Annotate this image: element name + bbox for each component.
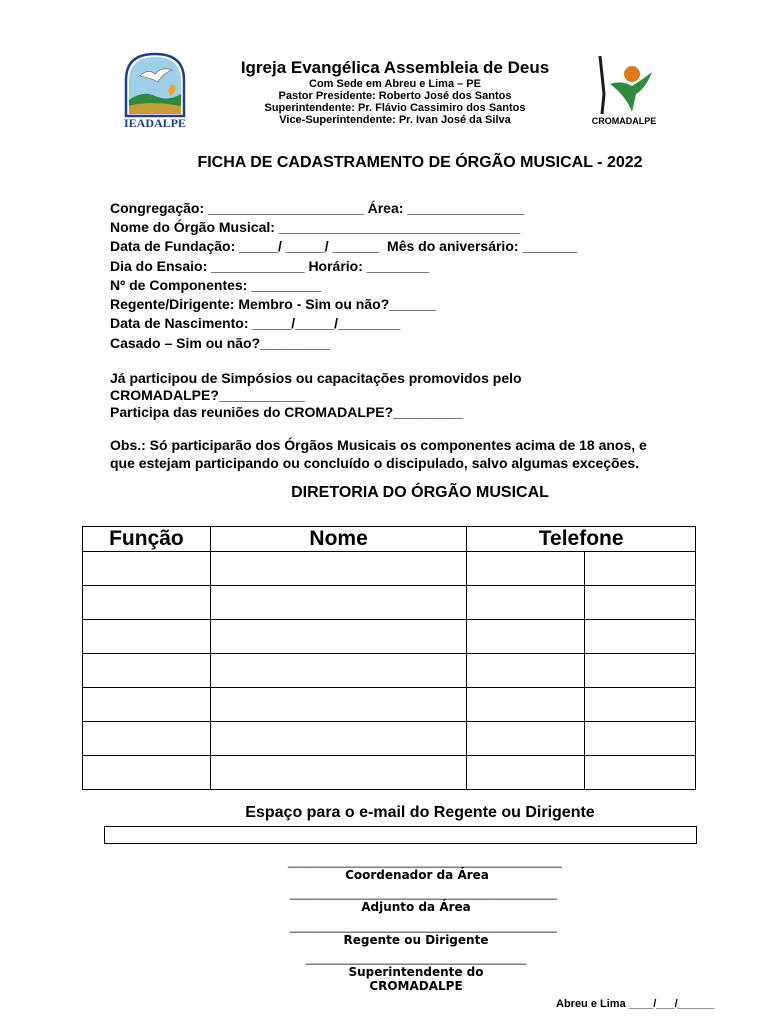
cell-funcao[interactable] [83, 756, 211, 790]
cell-telefone-1[interactable] [467, 654, 585, 688]
table-row [83, 552, 696, 586]
footer-date: Abreu e Lima ____/___/______ [556, 998, 715, 1010]
table-row [83, 620, 696, 654]
ieadalpe-logo-text: IEADALPE [123, 116, 186, 130]
field-casado: Casado – Sim ou não?_________ [110, 335, 331, 351]
header-line-president: Pastor Presidente: Roberto José dos Santos [278, 90, 512, 102]
header-line-superintendent: Superintendente: Pr. Flávio Cassimiro dos Santos [264, 102, 526, 114]
cell-funcao[interactable] [83, 654, 211, 688]
cell-nome[interactable] [210, 552, 466, 586]
field-regente: Regente/Dirigente: Membro - Sim ou não?______ [110, 296, 436, 312]
cell-telefone-1[interactable] [467, 552, 585, 586]
board-table [82, 526, 696, 790]
cell-funcao[interactable] [83, 688, 211, 722]
obs-line-1: Obs.: Só participarão dos Órgãos Musicais os componentes acima de 18 anos, e [110, 437, 647, 453]
cell-telefone-1[interactable] [467, 688, 585, 722]
form-title: FICHA DE CADASTRAMENTO DE ÓRGÃO MUSICAL - 2022 [197, 154, 643, 171]
col-header-funcao: Função [83, 527, 211, 552]
cell-telefone-2[interactable] [585, 654, 696, 688]
table-row [83, 722, 696, 756]
col-header-telefone: Telefone [467, 527, 696, 552]
question-reunioes: Participa das reuniões do CROMADALPE?_________ [110, 404, 464, 420]
cell-nome[interactable] [210, 756, 466, 790]
cell-telefone-1[interactable] [467, 620, 585, 654]
cell-nome[interactable] [210, 654, 466, 688]
signature-label: Coordenador da Área [345, 868, 489, 882]
cell-telefone-2[interactable] [585, 688, 696, 722]
signature-regente [290, 919, 557, 947]
cell-funcao[interactable] [83, 722, 211, 756]
header-line-vice-superintendent: Vice-Superintendente: Pr. Ivan José da Silva [279, 114, 511, 126]
email-label: Espaço para o e-mail do Regente ou Dirigente [245, 804, 595, 821]
cell-telefone-2[interactable] [585, 756, 696, 790]
signature-line: _________________________________________ [288, 854, 562, 868]
cell-funcao[interactable] [83, 552, 211, 586]
signature-line: ________________________________________ [290, 919, 557, 933]
field-congregacao: Congregação: ____________________ Área: _______________ [110, 200, 525, 216]
cell-nome[interactable] [210, 688, 466, 722]
signature-adjunto [290, 886, 557, 914]
cell-funcao[interactable] [83, 586, 211, 620]
question-simposios: Já participou de Simpósios ou capacitações promovidos pelo [110, 370, 522, 386]
signature-coordenador [288, 854, 562, 882]
signature-label: Adjunto da Área [361, 900, 471, 914]
field-data-fundacao: Data de Fundação: _____/ _____/ ______ Mês do aniversário: _______ [110, 238, 577, 254]
cromadalpe-logo [588, 54, 660, 128]
cell-telefone-2[interactable] [585, 620, 696, 654]
table-header-row [83, 527, 696, 552]
cell-telefone-1[interactable] [467, 756, 585, 790]
field-componentes: Nº de Componentes: _________ [110, 277, 322, 293]
church-title: Igreja Evangélica Assembleia de Deus [240, 58, 550, 77]
table-row [83, 688, 696, 722]
header-line-seat: Com Sede em Abreu e Lima – PE [309, 78, 481, 90]
cromadalpe-logo-text: CROMADALPE [591, 116, 657, 126]
signature-line: _________________________________ [305, 951, 527, 965]
cell-telefone-1[interactable] [467, 722, 585, 756]
field-data-nascimento: Data de Nascimento: _____/_____/________ [110, 315, 401, 331]
cell-telefone-2[interactable] [585, 722, 696, 756]
table-row [83, 586, 696, 620]
question-simposios-answer: CROMADALPE?___________ [110, 387, 305, 403]
obs-line-2: que estejam participando ou concluído o discipulado, salvo algumas exceções. [110, 455, 640, 471]
cell-nome[interactable] [210, 586, 466, 620]
cell-telefone-2[interactable] [585, 552, 696, 586]
cell-nome[interactable] [210, 620, 466, 654]
cell-funcao[interactable] [83, 620, 211, 654]
signature-line: ________________________________________ [290, 886, 557, 900]
col-header-nome: Nome [210, 527, 466, 552]
board-title: DIRETORIA DO ÓRGÃO MUSICAL [291, 484, 549, 501]
signature-label: Superintendente do CROMADALPE [348, 965, 484, 993]
table-row [83, 654, 696, 688]
table-row [83, 756, 696, 790]
cell-telefone-2[interactable] [585, 586, 696, 620]
field-dia-ensaio: Dia do Ensaio: ____________ Horário: ________ [110, 258, 430, 274]
signature-superintendente [300, 951, 532, 993]
cell-nome[interactable] [210, 722, 466, 756]
signature-label: Regente ou Dirigente [343, 933, 489, 947]
email-field[interactable] [104, 826, 697, 844]
cell-telefone-1[interactable] [467, 586, 585, 620]
field-nome-orgao: Nome do Órgão Musical: _______________________________ [110, 219, 521, 235]
